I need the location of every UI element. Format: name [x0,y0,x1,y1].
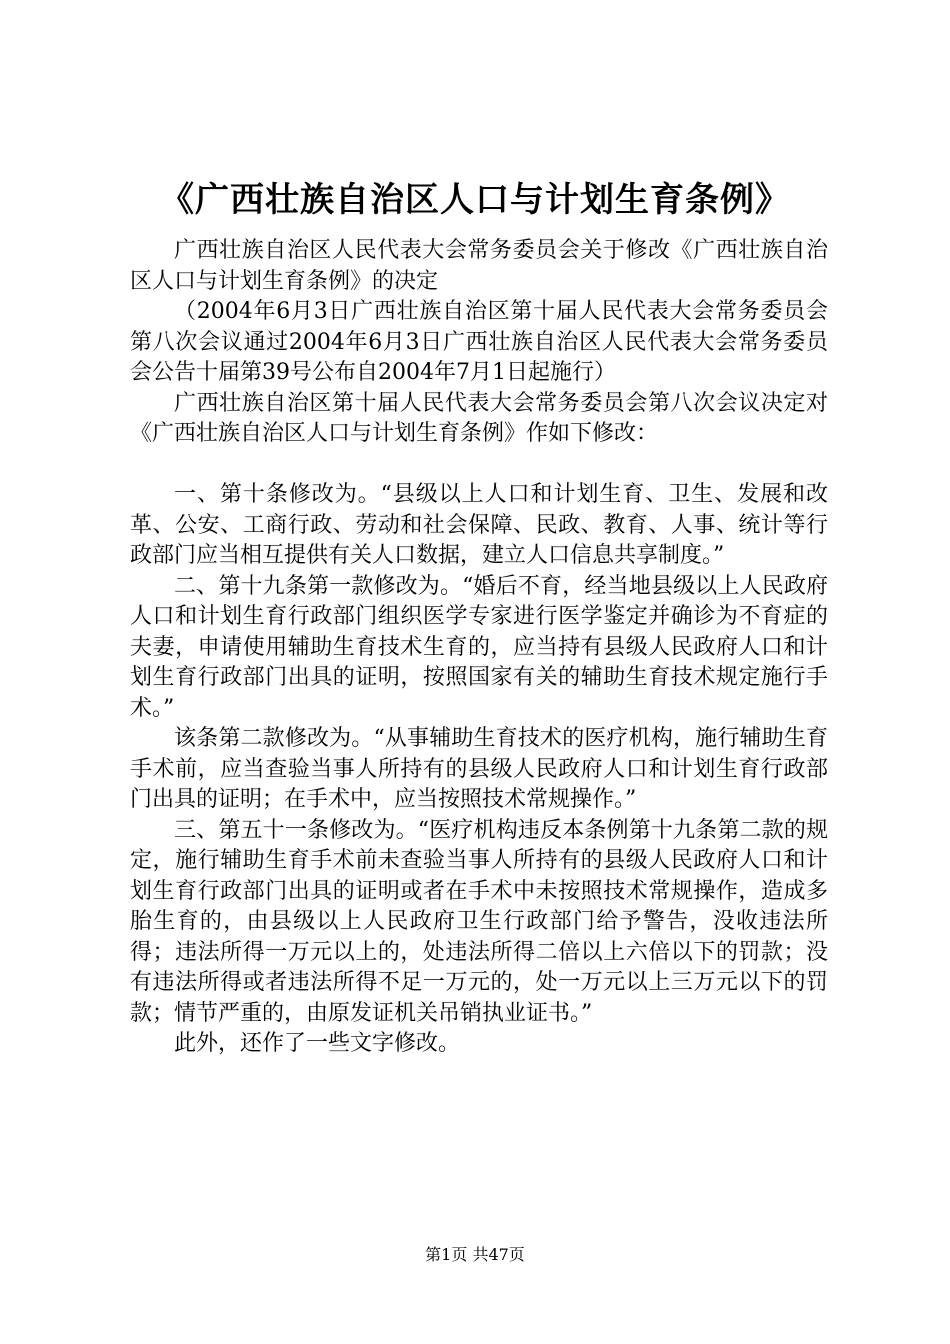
blank-line [130,450,828,481]
paragraph-amendment-1: 一、第十条修改为。“县级以上人口和计划生育、卫生、发展和改革、公安、工商行政、劳动和社会保障、民政、教育、人事、统计等行政部门应当相互提供有关人口数据，建立人口信息共享制度。” [130,482,828,568]
document-title: 《广西壮族自治区人口与计划生育条例》 [160,180,790,220]
paragraph-amendment-2: 二、第十九条第一款修改为。“婚后不育，经当地县级以上人民政府人口和计划生育行政部门组织医学专家进行医学鉴定并确诊为不育症的夫妻，申请使用辅助生育技术生育的，应当持有县级人民政府人口和计划生育行政部门出具的证明，按照国家有关的辅助生育技术规定施行手术。” [130,573,828,721]
paragraph-amendment-3: 三、第五十一条修改为。“医疗机构违反本条例第十九条第二款的规定，施行辅助生育手术前未查验当事人所持有的县级人民政府人口和计划生育行政部门出具的证明或者在手术中未按照技术常规操作，造成多胎生育的，由县级以上人民政府卫生行政部门给予警告，没收违法所得；违法所得一万元以上的，处违法所得二倍以上六倍以下的罚款；没有违法所得或者违法所得不足一万元的，处一万元以上三万元以下的罚款；情节严重的，由原发证机关吊销执业证书。” [130,817,828,1026]
paragraph-closing: 此外，还作了一些文字修改。 [174,1031,461,1056]
paragraph-amendment-2-clause-2: 该条第二款修改为。“从事辅助生育技术的医疗机构，施行辅助生育手术前，应当查验当事人所持有的县级人民政府人口和计划生育行政部门出具的证明；在手术中，应当按照技术常规操作。” [130,726,828,812]
paragraph-adoption-note: （2004年6月3日广西壮族自治区第十届人民代表大会常务委员会第八次会议通过2004年6月3日广西壮族自治区人民代表大会常务委员会公告十届第39号公布自2004年7月1日起施行） [130,299,828,385]
page-footer: 第1页 共47页 [425,1245,525,1264]
paragraph-preamble: 广西壮族自治区第十届人民代表大会常务委员会第八次会议决定对《广西壮族自治区人口与计划生育条例》作如下修改： [130,390,828,446]
document-body [130,236,828,1060]
paragraph-decision-title: 广西壮族自治区人民代表大会常务委员会关于修改《广西壮族自治区人口与计划生育条例》的决定 [130,238,828,294]
